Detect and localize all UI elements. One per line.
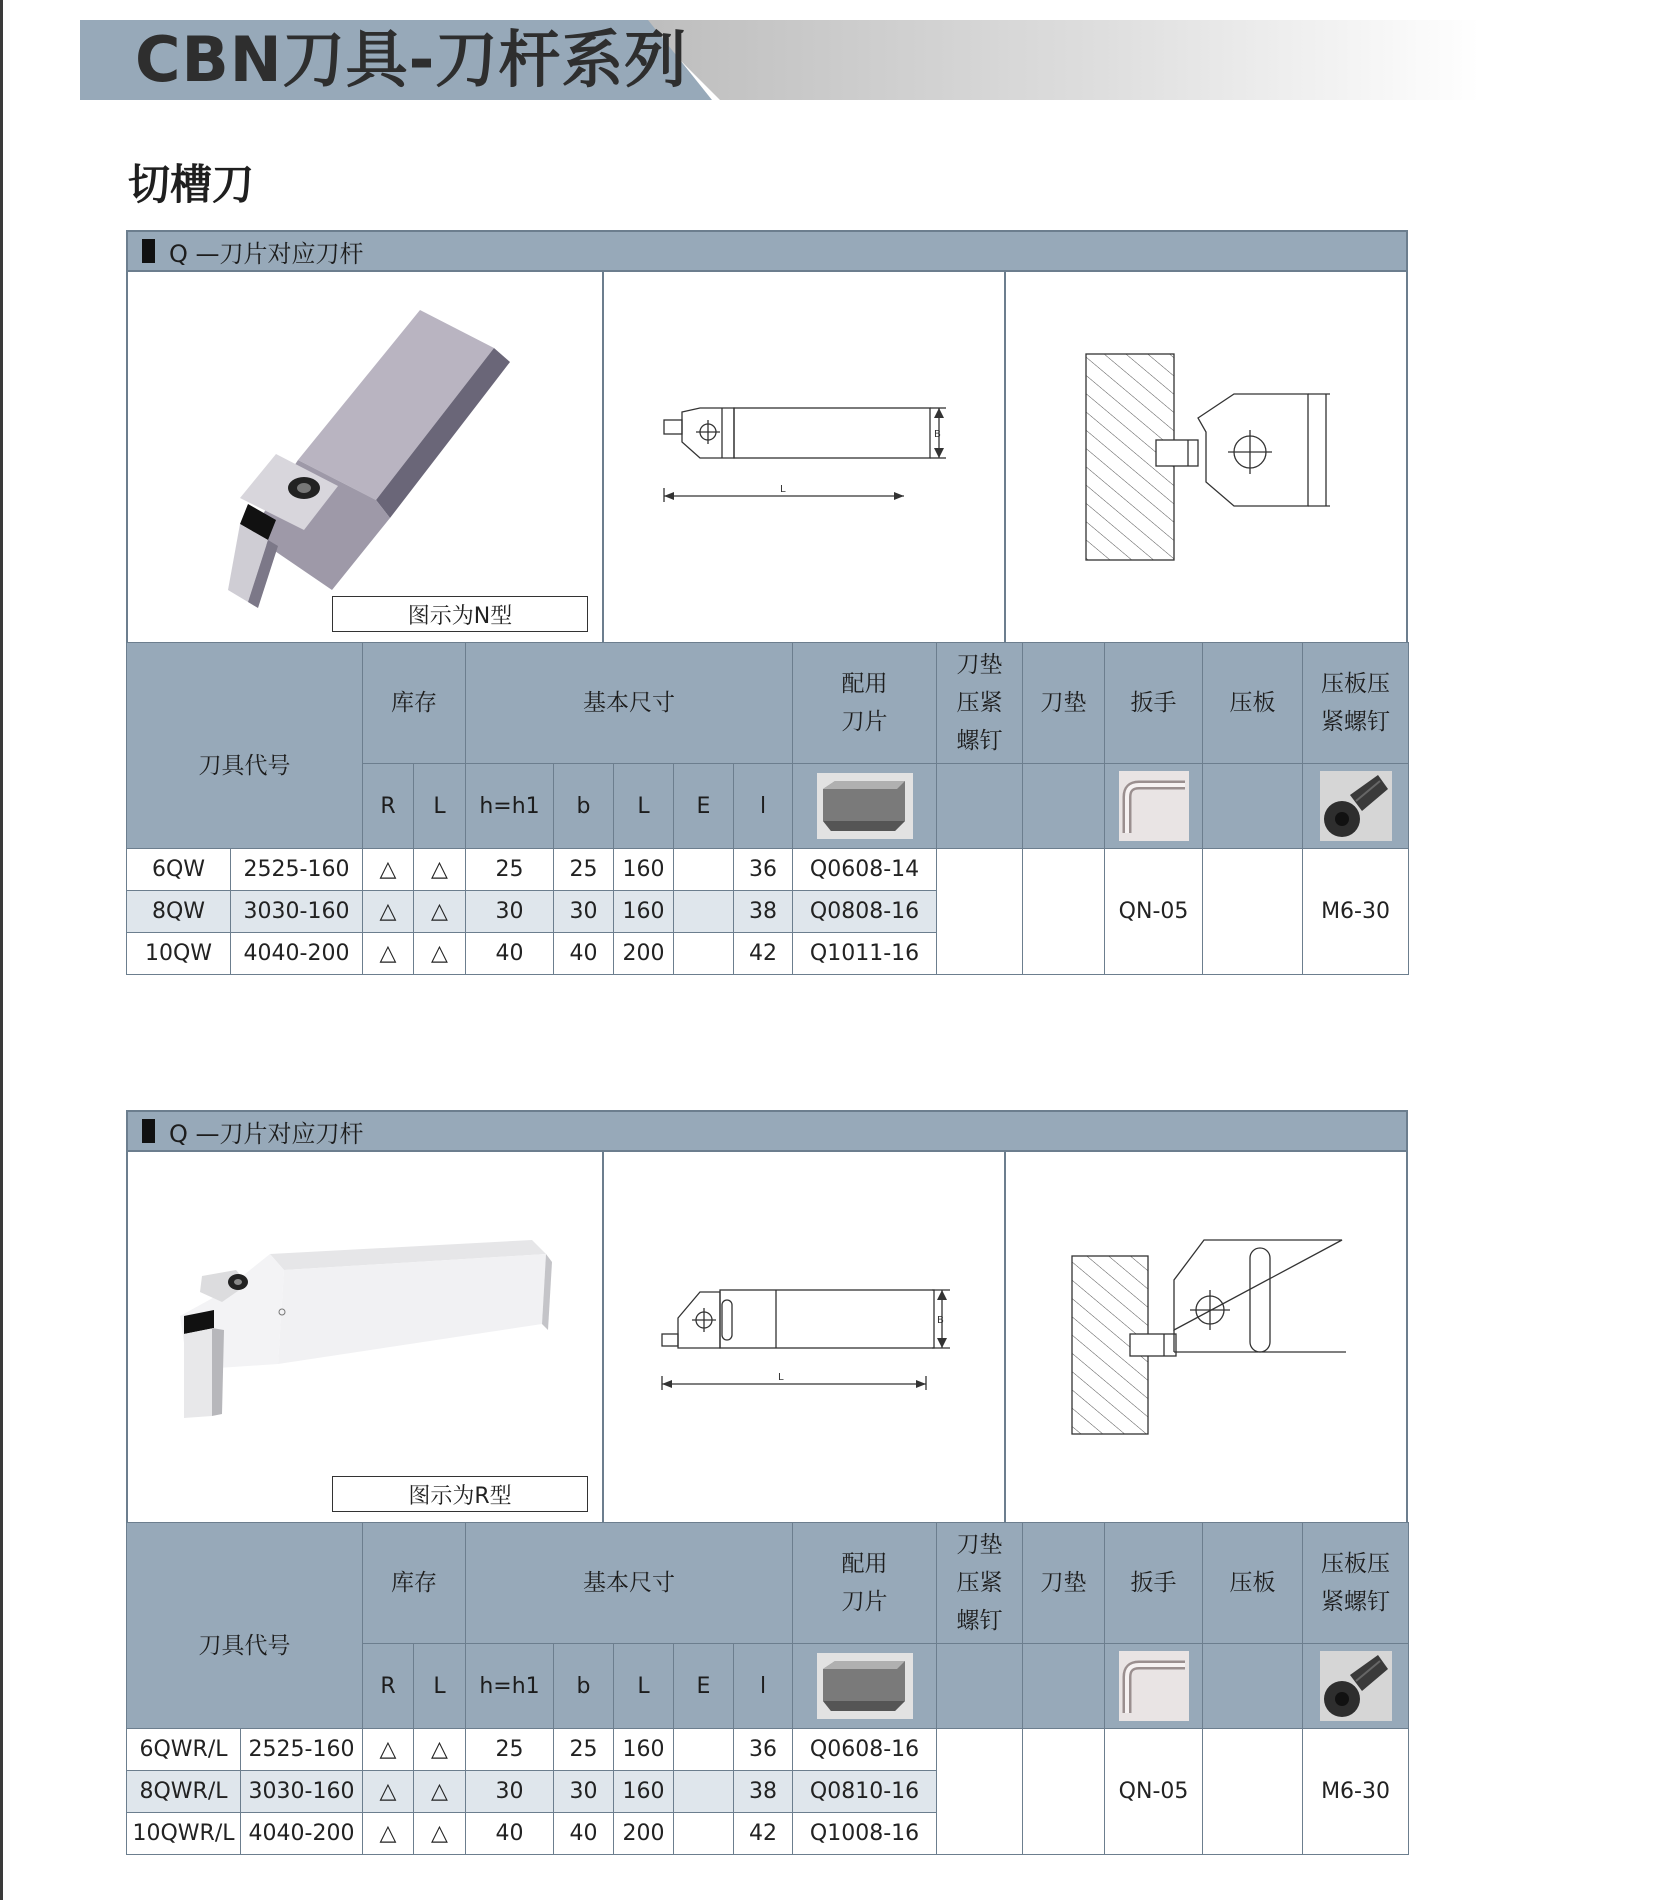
cross-section-diagram-cell [1006, 272, 1406, 642]
shim-cell [1023, 849, 1105, 975]
spec-table [126, 642, 1409, 975]
b-cell: 25 [554, 1729, 614, 1771]
stock-r-cell: △ [363, 1771, 414, 1813]
col-e: E [674, 764, 734, 849]
section-subtitle: 切槽刀 [128, 160, 255, 209]
spec-table [126, 1522, 1409, 1855]
lsmall-cell: 36 [734, 849, 793, 891]
top-view-drawing [604, 1152, 1006, 1522]
col-stock: 库存 [363, 643, 466, 764]
h-cell: 30 [466, 1771, 554, 1813]
size-cell: 2525-160 [231, 849, 363, 891]
insert-cell: Q0810-16 [793, 1771, 937, 1813]
size-cell: 4040-200 [241, 1813, 363, 1855]
size-cell: 2525-160 [241, 1729, 363, 1771]
diagram-row [126, 1152, 1408, 1522]
col-insert-l2: 刀片 [841, 709, 888, 735]
dim-l-label: L [780, 484, 786, 495]
h-cell: 25 [466, 849, 554, 891]
clamp-cell [1203, 1729, 1303, 1855]
h-cell: 25 [466, 1729, 554, 1771]
ldim-cell: 160 [614, 891, 674, 933]
lsmall-cell: 38 [734, 891, 793, 933]
col-clamp: 压板 [1203, 1523, 1303, 1644]
col-b: b [554, 1644, 614, 1729]
insert-image [817, 1653, 913, 1719]
shim-cell [1023, 1729, 1105, 1855]
col-shim-screw-l2: 压紧 [956, 690, 1003, 716]
size-cell: 3030-160 [241, 1771, 363, 1813]
col-l: L [414, 1644, 466, 1729]
col-clamp-screw-l2: 紧螺钉 [1321, 709, 1391, 735]
e-cell [674, 891, 734, 933]
ldim-cell: 160 [614, 1771, 674, 1813]
e-cell [674, 849, 734, 891]
shim-screw-cell [937, 1729, 1023, 1855]
dim-l-label: L [778, 1372, 784, 1383]
h-cell: 30 [466, 891, 554, 933]
clamp-screw-value-cell: M6-30 [1303, 849, 1409, 975]
section-header-text: Q —刀片对应刀杆 [169, 239, 364, 268]
ldim-cell: 200 [614, 1813, 674, 1855]
col-insert-l2: 刀片 [841, 1589, 888, 1615]
col-clamp-screw [1303, 643, 1409, 764]
wrench-image [1119, 1651, 1189, 1721]
col-basic-dims: 基本尺寸 [466, 643, 793, 764]
wrench-thumb-cell [1105, 764, 1203, 849]
col-ldim: L [614, 764, 674, 849]
insert-cell: Q0608-14 [793, 849, 937, 891]
series-cell: 10QWR/L [127, 1813, 241, 1855]
wrench-value-cell: QN-05 [1105, 849, 1203, 975]
lsmall-cell: 36 [734, 1729, 793, 1771]
stock-l-cell: △ [414, 1771, 466, 1813]
screw-image [1320, 1651, 1392, 1721]
table-row [127, 1729, 1409, 1771]
col-shim-screw-l3: 螺钉 [956, 1608, 1003, 1634]
col-clamp-screw-l1: 压板压 [1321, 1551, 1391, 1577]
col-tool-code: 刀具代号 [127, 1523, 363, 1729]
col-ldim: L [614, 1644, 674, 1729]
cross-section-diagram-cell [1006, 1152, 1406, 1522]
page-title: CBN刀具-刀杆系列 [135, 23, 688, 96]
stock-r-cell: △ [363, 1813, 414, 1855]
col-l: L [414, 764, 466, 849]
tool-section-n [126, 230, 1408, 975]
shim-screw-image-cell [937, 1644, 1023, 1729]
b-cell: 40 [554, 933, 614, 975]
b-cell: 30 [554, 891, 614, 933]
col-lsmall: l [734, 1644, 793, 1729]
col-shim: 刀垫 [1023, 1523, 1105, 1644]
r-type-tool-illustration [128, 1152, 604, 1522]
cross-section-drawing [1006, 1152, 1406, 1522]
col-shim-screw-l1: 刀垫 [956, 652, 1003, 678]
insert-thumb-cell [793, 764, 937, 849]
col-insert-l1: 配用 [841, 671, 888, 697]
clamp-image-cell [1203, 764, 1303, 849]
image-caption: 图示为R型 [332, 1476, 588, 1512]
wrench-value-cell: QN-05 [1105, 1729, 1203, 1855]
col-h: h=h1 [466, 764, 554, 849]
col-b: b [554, 764, 614, 849]
col-shim-screw-l1: 刀垫 [956, 1532, 1003, 1558]
header-bullet-icon [142, 1119, 155, 1143]
wrench-image [1119, 771, 1189, 841]
col-clamp-screw-l1: 压板压 [1321, 671, 1391, 697]
clamp-screw-thumb-cell [1303, 1644, 1409, 1729]
col-insert-l1: 配用 [841, 1551, 888, 1577]
wrench-thumb-cell [1105, 1644, 1203, 1729]
clamp-screw-thumb-cell [1303, 764, 1409, 849]
tool-section-r [126, 1110, 1408, 1855]
stock-l-cell: △ [414, 1813, 466, 1855]
h-cell: 40 [466, 933, 554, 975]
image-caption: 图示为N型 [332, 596, 588, 632]
stock-r-cell: △ [363, 933, 414, 975]
series-cell: 6QWR/L [127, 1729, 241, 1771]
insert-cell: Q0608-16 [793, 1729, 937, 1771]
col-wrench: 扳手 [1105, 1523, 1203, 1644]
col-shim-screw [937, 1523, 1023, 1644]
col-tool-code: 刀具代号 [127, 643, 363, 849]
insert-cell: Q0808-16 [793, 891, 937, 933]
lsmall-cell: 42 [734, 933, 793, 975]
b-cell: 25 [554, 849, 614, 891]
col-r: R [363, 764, 414, 849]
shim-screw-image-cell [937, 764, 1023, 849]
stock-r-cell: △ [363, 891, 414, 933]
cross-section-drawing [1006, 272, 1406, 642]
ldim-cell: 160 [614, 1729, 674, 1771]
col-clamp: 压板 [1203, 643, 1303, 764]
series-cell: 10QW [127, 933, 231, 975]
top-view-drawing [604, 272, 1006, 642]
stock-l-cell: △ [414, 891, 466, 933]
shim-image-cell [1023, 764, 1105, 849]
b-cell: 40 [554, 1813, 614, 1855]
tool-photo-cell [128, 1152, 604, 1522]
page-edge-line [0, 0, 3, 1900]
stock-l-cell: △ [414, 849, 466, 891]
insert-cell: Q1011-16 [793, 933, 937, 975]
col-wrench: 扳手 [1105, 643, 1203, 764]
e-cell [674, 1813, 734, 1855]
col-shim-screw [937, 643, 1023, 764]
col-e: E [674, 1644, 734, 1729]
col-clamp-screw-l2: 紧螺钉 [1321, 1589, 1391, 1615]
stock-l-cell: △ [414, 1729, 466, 1771]
clamp-image-cell [1203, 1644, 1303, 1729]
stock-r-cell: △ [363, 1729, 414, 1771]
stock-r-cell: △ [363, 849, 414, 891]
top-view-diagram-cell [604, 272, 1006, 642]
insert-thumb-cell [793, 1644, 937, 1729]
diagram-row [126, 272, 1408, 642]
series-cell: 8QW [127, 891, 231, 933]
col-basic-dims: 基本尺寸 [466, 1523, 793, 1644]
section-header [126, 1110, 1408, 1152]
lsmall-cell: 38 [734, 1771, 793, 1813]
size-cell: 4040-200 [231, 933, 363, 975]
col-shim-screw-l3: 螺钉 [956, 728, 1003, 754]
stock-l-cell: △ [414, 933, 466, 975]
screw-image [1320, 771, 1392, 841]
col-r: R [363, 1644, 414, 1729]
insert-image [817, 773, 913, 839]
section-header-text: Q —刀片对应刀杆 [169, 1119, 364, 1148]
clamp-cell [1203, 849, 1303, 975]
dim-b-label: B [934, 429, 941, 440]
e-cell [674, 1771, 734, 1813]
col-shim: 刀垫 [1023, 643, 1105, 764]
top-view-diagram-cell [604, 1152, 1006, 1522]
lsmall-cell: 42 [734, 1813, 793, 1855]
header-bullet-icon [142, 239, 155, 263]
b-cell: 30 [554, 1771, 614, 1813]
ldim-cell: 160 [614, 849, 674, 891]
e-cell [674, 933, 734, 975]
col-insert [793, 1523, 937, 1644]
series-cell: 8QWR/L [127, 1771, 241, 1813]
n-type-tool-illustration [128, 272, 604, 642]
size-cell: 3030-160 [231, 891, 363, 933]
clamp-screw-value-cell: M6-30 [1303, 1729, 1409, 1855]
insert-cell: Q1008-16 [793, 1813, 937, 1855]
col-h: h=h1 [466, 1644, 554, 1729]
col-stock: 库存 [363, 1523, 466, 1644]
table-row [127, 849, 1409, 891]
col-clamp-screw [1303, 1523, 1409, 1644]
col-insert [793, 643, 937, 764]
ldim-cell: 200 [614, 933, 674, 975]
series-cell: 6QW [127, 849, 231, 891]
tool-photo-cell [128, 272, 604, 642]
section-header [126, 230, 1408, 272]
shim-screw-cell [937, 849, 1023, 975]
e-cell [674, 1729, 734, 1771]
col-shim-screw-l2: 压紧 [956, 1570, 1003, 1596]
dim-b-label: B [937, 1315, 944, 1326]
col-lsmall: l [734, 764, 793, 849]
h-cell: 40 [466, 1813, 554, 1855]
shim-image-cell [1023, 1644, 1105, 1729]
